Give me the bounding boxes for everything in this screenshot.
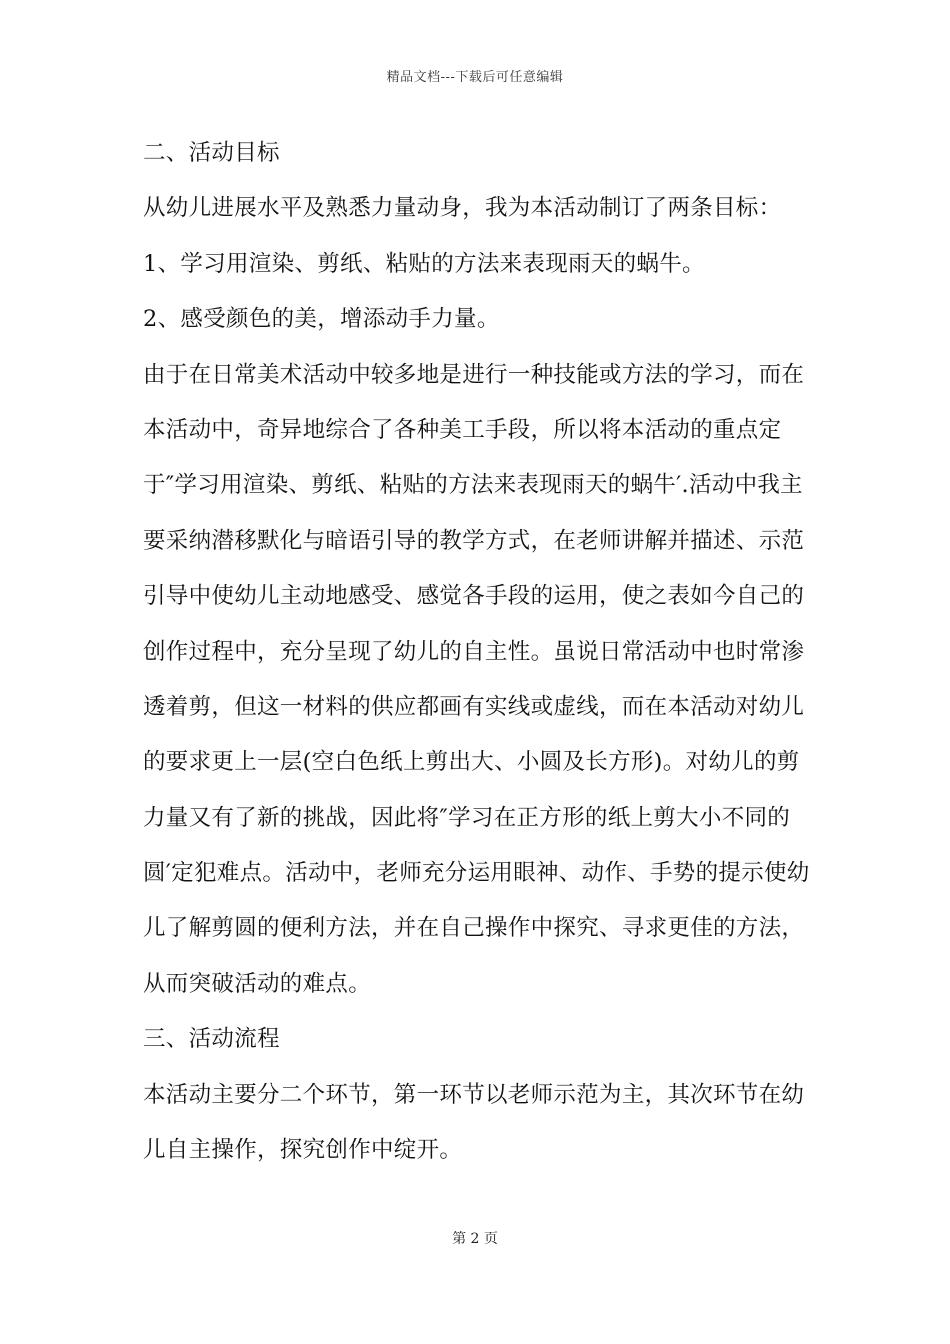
list-item-goal-1: 1、学习用渲染、剪纸、粘贴的方法来表现雨天的蜗牛。 (143, 250, 705, 277)
paragraph-line: 儿了解剪圆的便利方法，并在自己操作中探究、寻求更佳的方法， (143, 915, 805, 942)
paragraph-line: 要采纳潜移默化与暗语引导的教学方式，在老师讲解并描述、示范 (143, 527, 805, 554)
paragraph-line: 创作过程中，充分呈现了幼儿的自主性。虽说日常活动中也时常渗 (143, 638, 805, 665)
paragraph-line: 于″学习用渲染、剪纸、粘贴的方法来表现雨天的蜗牛′.活动中我主 (143, 472, 803, 499)
paragraph-line: 从幼儿进展水平及熟悉力量动身，我为本活动制订了两条目标： (143, 195, 782, 222)
paragraph-line: 圆′定犯难点。活动中，老师充分运用眼神、动作、手势的提示使幼 (143, 860, 810, 887)
paragraph-line: 本活动中，奇异地综合了各种美工手段，所以将本活动的重点定 (143, 416, 782, 443)
paragraph-line: 透着剪，但这一材料的供应都画有实线或虚线，而在本活动对幼儿 (143, 693, 805, 720)
page-number: 第 2 页 (452, 1231, 498, 1247)
section-heading-goals: 二、活动目标 (143, 140, 280, 166)
paragraph-line: 本活动主要分二个环节，第一环节以老师示范为主，其次环节在幼 (143, 1081, 805, 1108)
paragraph-line: 儿自主操作，探究创作中绽开。 (143, 1137, 463, 1164)
section-heading-process: 三、活动流程 (143, 1026, 280, 1053)
list-item-goal-2: 2、感受颜色的美，增添动手力量。 (143, 306, 500, 333)
document-body (143, 130, 815, 1182)
paragraph-line: 由于在日常美术活动中较多地是进行一种技能或方法的学习，而在 (143, 361, 805, 388)
paragraph-line: 力量又有了新的挑战，因此将″学习在正方形的纸上剪大小不同的 (143, 804, 791, 831)
paragraph-line: 从而突破活动的难点。 (143, 970, 372, 997)
paragraph-line: 的要求更上一层(空白色纸上剪出大、小圆及长方形)。对幼儿的剪 (143, 749, 800, 776)
paragraph-line: 引导中使幼儿主动地感受、感觉各手段的运用，使之表如今自己的 (143, 583, 805, 610)
page-header: 精品文档---下载后可任意编辑 (386, 70, 564, 85)
